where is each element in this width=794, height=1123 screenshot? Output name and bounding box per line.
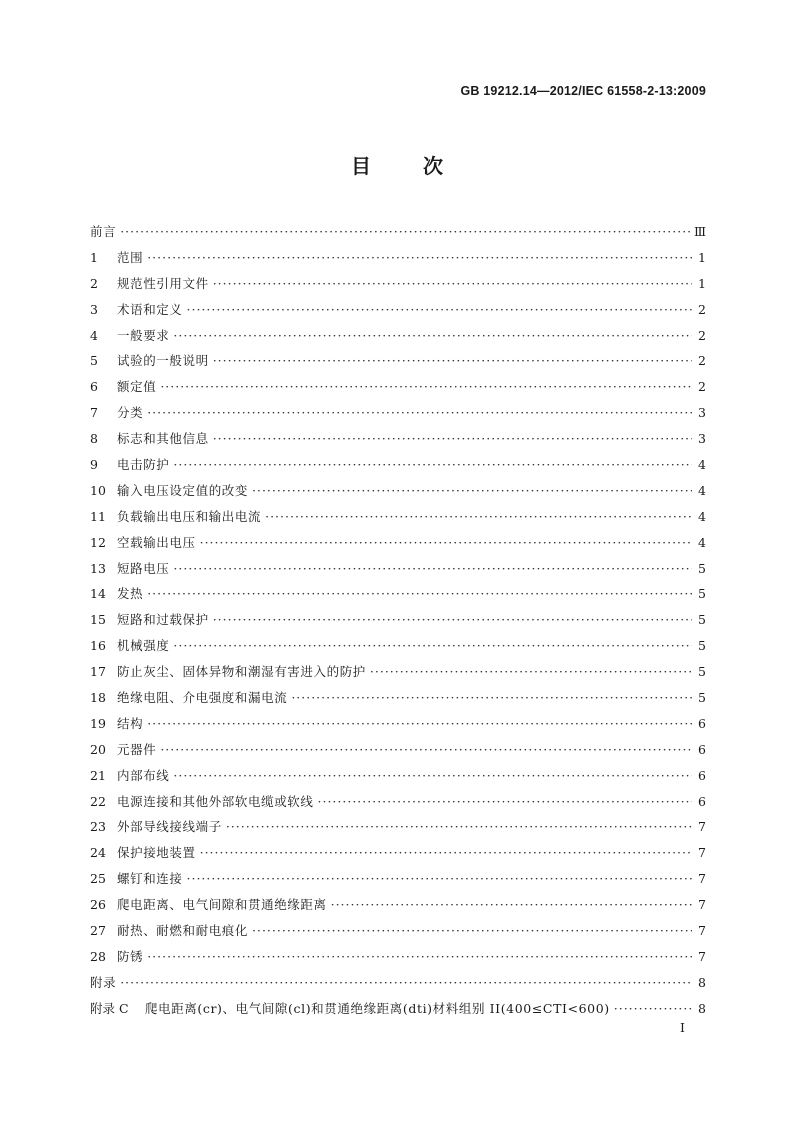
table-of-contents — [90, 219, 706, 1022]
toc-dot-leader — [265, 504, 692, 530]
toc-entry[interactable] — [90, 504, 706, 530]
toc-entry-label: 爬电距离、电气间隙和贯通绝缘距离 — [117, 897, 327, 913]
toc-entry-number: 21 — [90, 767, 106, 783]
toc-entry-page: 5 — [698, 664, 706, 680]
toc-dot-leader — [614, 996, 692, 1022]
toc-entry-label: 术语和定义 — [117, 301, 183, 317]
toc-entry-number: 13 — [90, 560, 106, 576]
toc-entry-page: 8 — [698, 1000, 706, 1016]
toc-entry-number: 附录 C — [90, 1000, 129, 1016]
toc-entry-label: 输入电压设定值的改变 — [117, 482, 249, 498]
toc-entry-page: 7 — [698, 923, 706, 939]
toc-entry-number: 23 — [90, 819, 106, 835]
toc-entry-number: 10 — [90, 482, 106, 498]
toc-dot-leader — [147, 944, 692, 970]
toc-entry[interactable] — [90, 323, 706, 349]
toc-dot-leader — [160, 737, 692, 763]
toc-dot-leader — [173, 452, 692, 478]
toc-entry-number: 19 — [90, 715, 106, 731]
toc-entry[interactable] — [90, 478, 706, 504]
toc-dot-leader — [252, 478, 692, 504]
title-char-2: 次 — [423, 154, 443, 178]
toc-entry-page: 6 — [698, 715, 706, 731]
toc-entry-number: 3 — [90, 301, 98, 317]
toc-entry-number: 2 — [90, 275, 98, 291]
toc-entry[interactable] — [90, 633, 706, 659]
toc-entry-page: 2 — [698, 353, 706, 369]
toc-dot-leader — [331, 892, 692, 918]
toc-dot-leader — [173, 633, 692, 659]
toc-entry-number: 27 — [90, 923, 106, 939]
toc-dot-leader — [187, 866, 692, 892]
toc-entry-label: 机械强度 — [117, 638, 170, 654]
toc-entry[interactable] — [90, 918, 706, 944]
toc-entry[interactable] — [90, 996, 706, 1022]
toc-entry-page: 6 — [698, 793, 706, 809]
toc-dot-leader — [200, 840, 692, 866]
toc-entry[interactable] — [90, 659, 706, 685]
toc-entry-page: 7 — [698, 897, 706, 913]
toc-entry-number: 28 — [90, 948, 106, 964]
toc-entry-number: 26 — [90, 897, 106, 913]
toc-entry-number: 22 — [90, 793, 106, 809]
toc-dot-leader — [213, 271, 692, 297]
toc-entry-label: 爬电距离(cr)、电气间隙(cl)和贯通绝缘距离(dti)材料组别 II(400≤CTI<600) — [145, 1000, 610, 1016]
toc-entry-label: 结构 — [117, 715, 144, 731]
toc-entry-page: 4 — [698, 534, 706, 550]
toc-dot-leader — [173, 556, 692, 582]
toc-entry-label: 电源连接和其他外部软电缆或软线 — [117, 793, 314, 809]
toc-entry-number: 16 — [90, 638, 106, 654]
title-char-1: 目 — [351, 154, 371, 178]
toc-entry-label: 空载输出电压 — [117, 534, 196, 550]
toc-dot-leader — [318, 789, 692, 815]
toc-entry-page: 5 — [698, 690, 706, 706]
toc-entry[interactable] — [90, 400, 706, 426]
toc-entry-label: 绝缘电阻、介电强度和漏电流 — [117, 690, 288, 706]
toc-entry[interactable] — [90, 348, 706, 374]
toc-entry-label: 规范性引用文件 — [117, 275, 209, 291]
toc-entry[interactable] — [90, 245, 706, 271]
toc-entry-page: 1 — [698, 275, 706, 291]
toc-dot-leader — [147, 581, 692, 607]
toc-dot-leader — [213, 607, 692, 633]
toc-entry-page: 4 — [698, 457, 706, 473]
toc-dot-leader — [147, 400, 692, 426]
toc-entry-number: 18 — [90, 690, 106, 706]
toc-entry-page: 7 — [698, 871, 706, 887]
toc-entry-page: 3 — [698, 431, 706, 447]
toc-entry-page: 8 — [698, 974, 706, 990]
toc-entry-label: 前言 — [90, 224, 117, 239]
toc-entry[interactable] — [90, 866, 706, 892]
toc-dot-leader — [160, 374, 692, 400]
toc-entry-label: 耐热、耐燃和耐电痕化 — [117, 923, 249, 939]
toc-entry[interactable] — [90, 556, 706, 582]
toc-entry-page: 6 — [698, 767, 706, 783]
toc-entry-label: 标志和其他信息 — [117, 431, 209, 447]
toc-entry-label: 螺钉和连接 — [117, 871, 183, 887]
toc-entry[interactable] — [90, 814, 706, 840]
toc-entry-label: 防止灰尘、固体异物和潮湿有害进入的防护 — [117, 664, 366, 680]
toc-dot-leader — [120, 970, 692, 996]
toc-entry-page: 7 — [698, 948, 706, 964]
toc-dot-leader — [226, 814, 692, 840]
toc-entry[interactable] — [90, 530, 706, 556]
standard-code: GB 19212.14—2012/IEC 61558-2-13:2009 — [460, 84, 706, 98]
page-title — [0, 150, 794, 179]
toc-entry-page: 6 — [698, 741, 706, 757]
toc-entry-number: 15 — [90, 612, 106, 628]
toc-entry-page: 4 — [698, 508, 706, 524]
toc-entry-number: 1 — [90, 249, 98, 265]
toc-entry-label: 负载输出电压和输出电流 — [117, 508, 262, 524]
toc-entry-page: 7 — [698, 819, 706, 835]
toc-entry-page: 3 — [698, 405, 706, 421]
toc-entry-number: 9 — [90, 457, 98, 473]
toc-entry-number: 20 — [90, 741, 106, 757]
toc-dot-leader — [147, 245, 692, 271]
page-number: I — [680, 1020, 685, 1035]
toc-entry-page: Ⅲ — [693, 224, 706, 239]
toc-entry-page: 5 — [698, 586, 706, 602]
toc-entry[interactable] — [90, 685, 706, 711]
toc-entry-label: 电击防护 — [117, 457, 170, 473]
toc-entry-page: 2 — [698, 327, 706, 343]
toc-entry-number: 17 — [90, 664, 106, 680]
toc-entry-number: 12 — [90, 534, 106, 550]
toc-entry[interactable] — [90, 892, 706, 918]
toc-entry-label: 元器件 — [117, 741, 157, 757]
toc-entry-page: 5 — [698, 560, 706, 576]
toc-dot-leader — [370, 659, 692, 685]
toc-entry-label: 附录 — [90, 974, 117, 990]
toc-entry-page: 2 — [698, 379, 706, 395]
toc-entry[interactable] — [90, 789, 706, 815]
toc-entry-number: 24 — [90, 845, 106, 861]
toc-entry-number: 25 — [90, 871, 106, 887]
toc-entry[interactable] — [90, 271, 706, 297]
toc-entry[interactable] — [90, 737, 706, 763]
toc-entry-label: 分类 — [117, 405, 144, 421]
toc-entry-label: 保护接地装置 — [117, 845, 196, 861]
toc-entry[interactable] — [90, 297, 706, 323]
toc-entry-number: 11 — [90, 508, 106, 524]
toc-entry-number: 5 — [90, 353, 98, 369]
toc-entry-number: 4 — [90, 327, 98, 343]
toc-entry-label: 额定值 — [117, 379, 157, 395]
toc-entry-page: 2 — [698, 301, 706, 317]
toc-entry-number: 7 — [90, 405, 98, 421]
toc-entry-number: 6 — [90, 379, 98, 395]
toc-entry-page: 5 — [698, 638, 706, 654]
toc-entry[interactable] — [90, 581, 706, 607]
toc-entry[interactable] — [90, 944, 706, 970]
toc-entry-page: 4 — [698, 482, 706, 498]
toc-entry[interactable] — [90, 426, 706, 452]
toc-entry-label: 发热 — [117, 586, 144, 602]
toc-dot-leader — [173, 763, 692, 789]
toc-entry[interactable] — [90, 452, 706, 478]
toc-dot-leader — [173, 323, 692, 349]
toc-entry[interactable] — [90, 711, 706, 737]
toc-dot-leader — [187, 297, 692, 323]
toc-entry[interactable] — [90, 374, 706, 400]
toc-dot-leader — [252, 918, 692, 944]
toc-dot-leader — [200, 530, 692, 556]
toc-entry-label: 一般要求 — [117, 327, 170, 343]
toc-entry[interactable] — [90, 607, 706, 633]
toc-entry-page: 1 — [698, 249, 706, 265]
toc-entry[interactable] — [90, 219, 706, 245]
toc-entry-page: 5 — [698, 612, 706, 628]
toc-entry-label: 防锈 — [117, 948, 144, 964]
toc-dot-leader — [291, 685, 692, 711]
toc-dot-leader — [213, 348, 692, 374]
toc-entry-label: 外部导线接线端子 — [117, 819, 222, 835]
toc-entry-label: 短路电压 — [117, 560, 170, 576]
toc-entry-page: 7 — [698, 845, 706, 861]
toc-entry-number: 14 — [90, 586, 106, 602]
toc-dot-leader — [120, 219, 690, 245]
toc-entry[interactable] — [90, 763, 706, 789]
toc-entry-label: 范围 — [117, 249, 144, 265]
toc-dot-leader — [147, 711, 692, 737]
toc-entry-label: 试验的一般说明 — [117, 353, 209, 369]
toc-dot-leader — [213, 426, 692, 452]
toc-entry-number: 8 — [90, 431, 98, 447]
toc-entry-label: 短路和过载保护 — [117, 612, 209, 628]
toc-entry-label: 内部布线 — [117, 767, 170, 783]
toc-entry[interactable] — [90, 840, 706, 866]
toc-entry[interactable] — [90, 970, 706, 996]
